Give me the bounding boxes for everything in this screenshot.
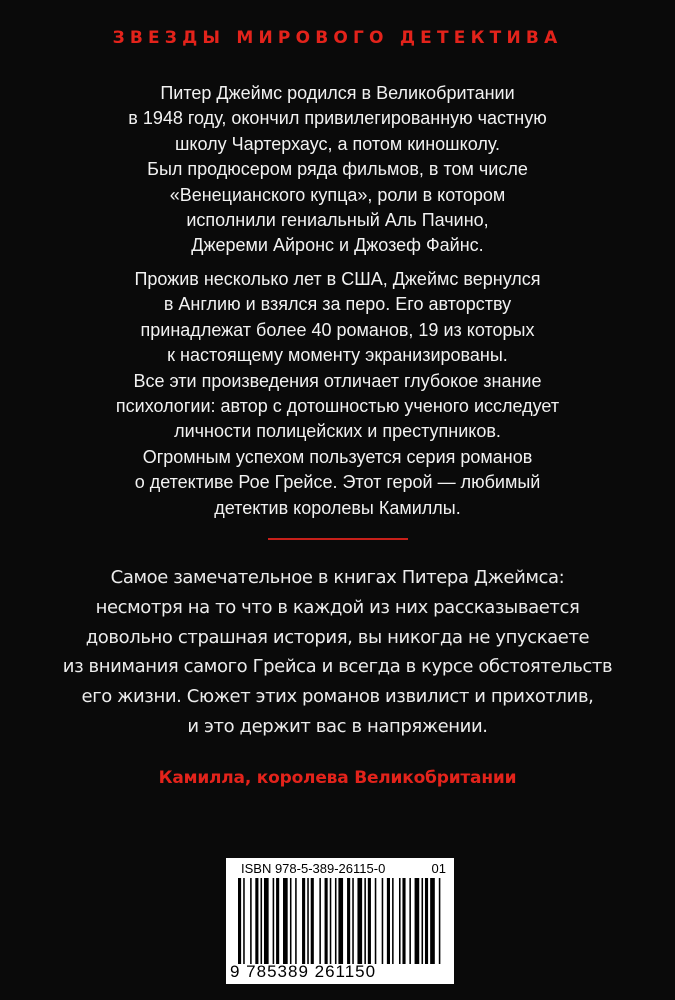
barcode-bars [238,878,444,964]
barcode-bar [295,878,297,964]
isbn-number: ISBN 978-5-389-26115-0 [241,861,386,876]
barcode-bar [311,878,314,964]
bio-line: Прожив несколько лет в США, Джеймс вернулся [134,269,541,289]
barcode-bar [439,878,441,964]
bio-line: Питер Джеймс родился в Великобритании [160,83,515,103]
barcode-bar [335,878,337,964]
bio-paragraph-1 [0,81,675,259]
bio-line: в 1948 году, окончил привилегированную частную [128,108,547,129]
isbn-barcode [226,858,454,984]
barcode-bar [352,878,354,964]
barcode-bar [422,878,424,964]
barcode-bar [261,878,263,964]
barcode-bar [430,878,435,964]
barcode-bar [255,878,258,964]
barcode-bar [338,878,343,964]
bio-line: Был продюсером ряда фильмов, в том числе [147,159,528,180]
barcode-bar [387,878,390,964]
barcode-bar [402,878,405,964]
bio-line: Джереми Айронс и Джозеф Файнс. [191,235,484,256]
barcode-bar [364,878,366,964]
isbn-addon: 01 [431,861,446,876]
quote-line: довольно страшная история, вы никогда не упускаете [85,626,590,648]
barcode-bar [243,878,245,964]
barcode-bar [375,878,377,964]
barcode-bar [283,878,288,964]
barcode-bar [273,878,275,964]
bio-line: психологии: автор с дотошностью ученого исследует [115,396,560,417]
quote-line: Самое замечательное в книгах Питера Джеймса: [110,567,565,588]
bio-line: в Англию и взялся за перо. Его авторству [163,294,512,315]
bio-line: исполнили гениальный Аль Пачино, [186,210,489,231]
barcode-bar [425,878,428,964]
review-quote [0,563,675,742]
barcode-bar [392,878,394,964]
barcode-bar [409,878,411,964]
quote-author: Камилла, королева Великобритании [158,768,517,788]
barcode-bar [250,878,252,964]
bio-line: личности полицейских и преступников. [174,421,501,442]
barcode-bar [347,878,350,964]
bio-line: школу Чартерхаус, а потом киношколу. [174,133,501,154]
series-title: ЗВЕЗДЫ МИРОВОГО ДЕТЕКТИВА [112,28,563,48]
barcode-digits: 9 785389 261150 [230,962,377,981]
barcode-bar [415,878,420,964]
bio-line: «Венецианского купца», роли в котором [169,184,506,205]
barcode-bar [357,878,362,964]
bio-paragraph-2 [0,267,675,521]
bio-line: детектив королевы Камиллы. [214,497,461,518]
barcode-bar [399,878,401,964]
barcode-bar [238,878,241,964]
barcode-bar [382,878,384,964]
isbn-line [241,861,446,876]
quote-line: и это держит вас в напряжении. [187,715,488,737]
bio-line: о детективе Рое Грейсе. Этот герой — любимый [134,472,541,493]
barcode-bar [325,878,328,964]
bio-line: принадлежат более 40 романов, 19 из которых [140,319,535,340]
bio-line: Огромным успехом пользуется серия романов [142,446,533,467]
barcode-bar [368,878,371,964]
quote-line: его жизни. Сюжет этих романов извилист и прихотлив, [81,686,594,708]
barcode-bar [302,878,305,964]
barcode-bar [276,878,279,964]
barcode-bar [307,878,309,964]
barcode-bar [330,878,332,964]
barcode-bar [290,878,292,964]
bio-line: к настоящему моменту экранизированы. [167,345,508,366]
bio-line: Все эти произведения отличает глубокое знание [133,370,542,391]
quote-line: из внимания самого Грейса и всегда в курсе обстоятельств [62,656,613,678]
quote-line: несмотря на то что в каждой из них рассказывается [95,596,580,618]
barcode-bar [264,878,269,964]
section-divider [268,538,408,540]
barcode-bar [319,878,321,964]
